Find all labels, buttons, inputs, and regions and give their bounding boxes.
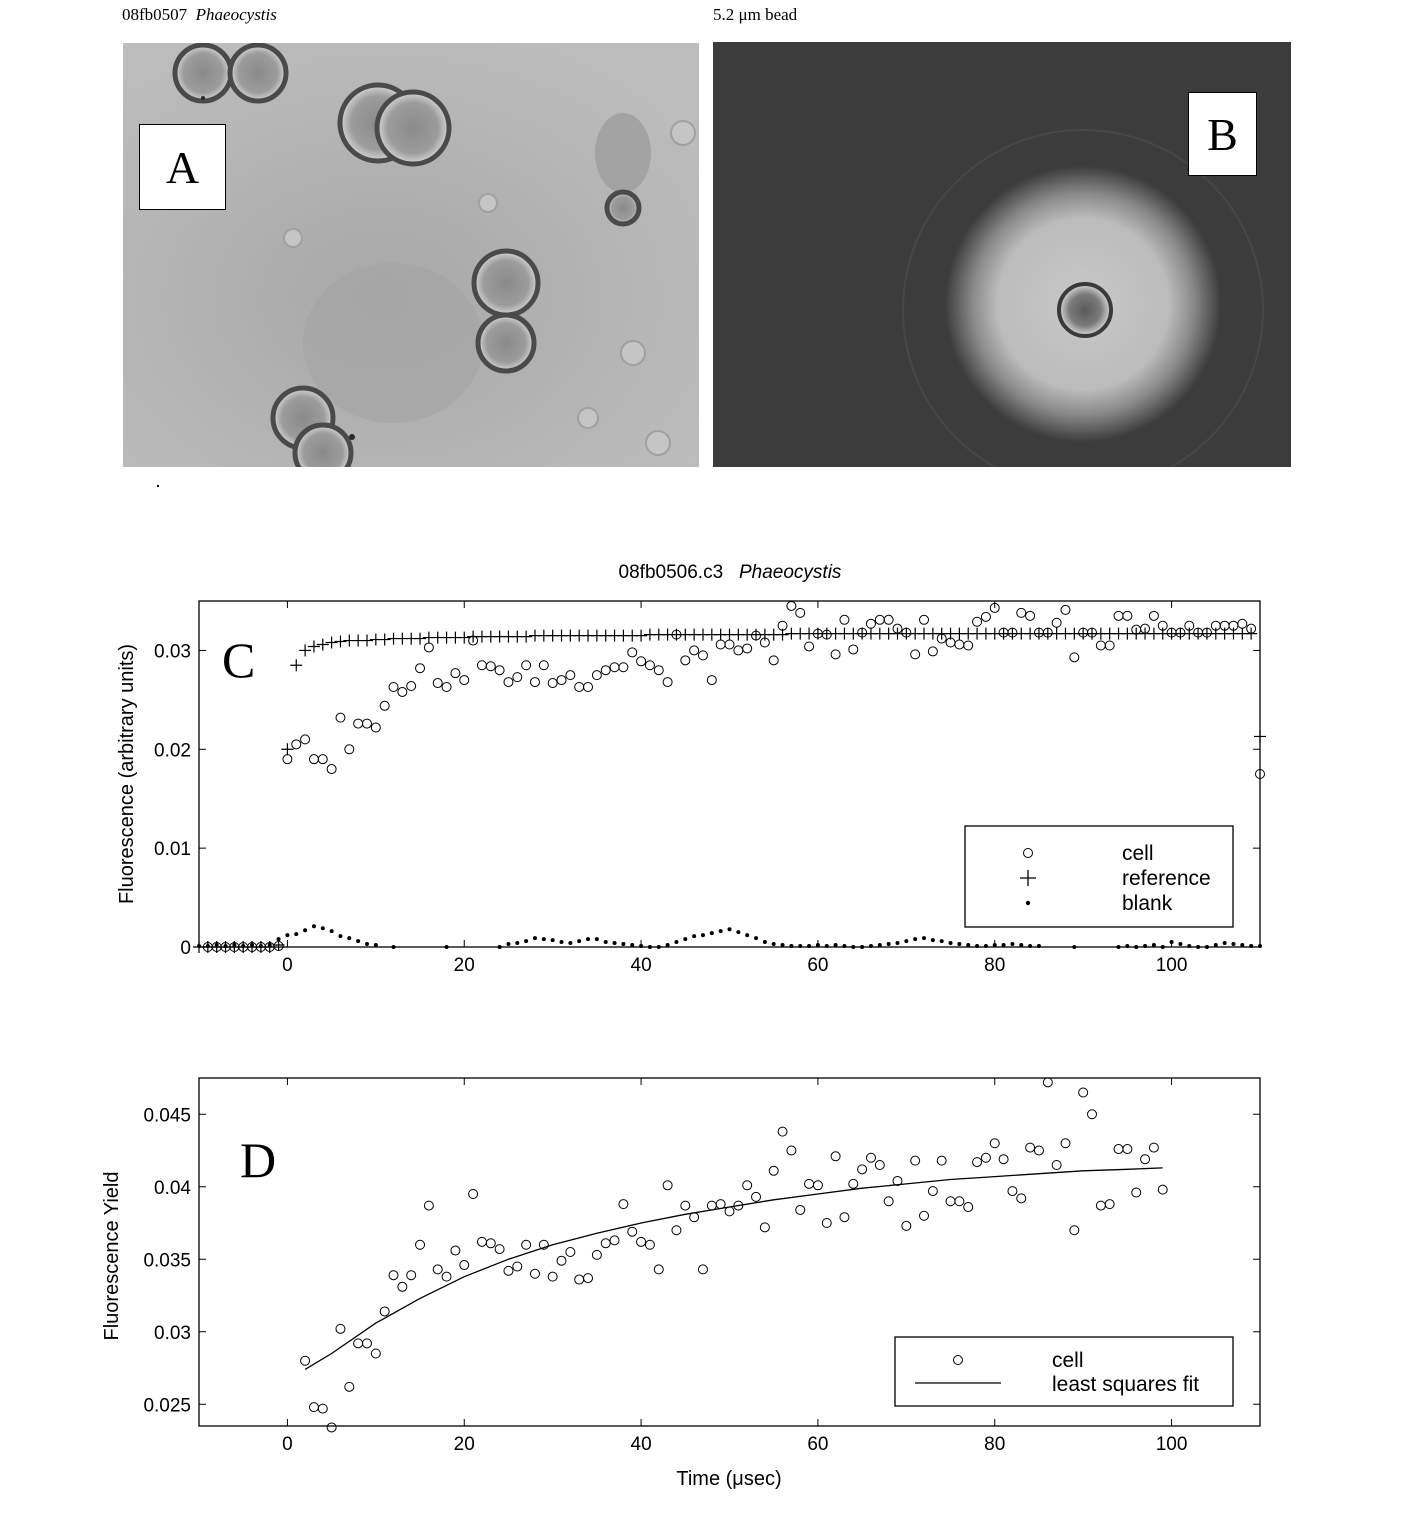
plot-d-cell-point bbox=[840, 1213, 849, 1222]
plot-c-blank-point bbox=[913, 937, 917, 941]
plot-d-cell-point bbox=[513, 1262, 522, 1271]
plot-c-blank-point bbox=[294, 932, 298, 936]
plot-c-cell-point bbox=[575, 683, 584, 692]
plot-d-cell-point bbox=[1034, 1146, 1043, 1155]
photo-a-caption-id: 08fb0507 bbox=[122, 5, 188, 24]
plot-c-cell-point bbox=[416, 664, 425, 673]
plot-c-blank-point bbox=[683, 937, 687, 941]
plot-c-blank-point bbox=[321, 926, 325, 930]
plot-d-cell-point bbox=[610, 1236, 619, 1245]
plot-c-blank-point bbox=[551, 938, 555, 942]
plot-d-cell-point bbox=[460, 1261, 469, 1270]
plot-c-cell-point bbox=[725, 640, 734, 649]
plot-c-xtick-label: 40 bbox=[630, 955, 652, 976]
plot-c-blank-point bbox=[745, 933, 749, 937]
plot-c-blank-point bbox=[949, 941, 953, 945]
plot-d-cell-point bbox=[725, 1207, 734, 1216]
plot-c-cell-point bbox=[920, 615, 929, 624]
plot-c-cell-point bbox=[336, 713, 345, 722]
plot-c-xtick-label: 20 bbox=[453, 955, 475, 976]
plot-d-cell-point bbox=[911, 1156, 920, 1165]
plot-c-legend-cell: cell bbox=[1122, 842, 1154, 865]
plot-c-cell-point bbox=[292, 740, 301, 749]
plot-c-xtick-label: 0 bbox=[282, 955, 293, 976]
plot-c-cell-point bbox=[362, 719, 371, 728]
plot-c-cell-point bbox=[1105, 641, 1114, 650]
plot-c-cell-point bbox=[354, 719, 363, 728]
plot-c-cell-point bbox=[875, 615, 884, 624]
plot-c-cell-point bbox=[495, 666, 504, 675]
plot-d-cell-point bbox=[743, 1181, 752, 1190]
plot-c-cell-point bbox=[530, 678, 539, 687]
plot-c-legend-reference: reference bbox=[1122, 867, 1211, 890]
photo-b-caption: 5.2 μm bead bbox=[713, 5, 798, 24]
plot-c-blank-point bbox=[595, 937, 599, 941]
plot-c-cell-point bbox=[964, 641, 973, 650]
plot-c-xtick-label: 80 bbox=[984, 955, 1006, 976]
plot-d-cell-point bbox=[946, 1197, 955, 1206]
plot-c-blank-point bbox=[356, 939, 360, 943]
plot-d-cell-point bbox=[566, 1248, 575, 1257]
plot-c-cell-point bbox=[283, 755, 292, 764]
plot-d-cell-point bbox=[1141, 1155, 1150, 1164]
plot-c-cell-point bbox=[707, 676, 716, 685]
plot-c-blank-point bbox=[692, 934, 696, 938]
plot-d-cell-point bbox=[628, 1227, 637, 1236]
plot-c-cell-point bbox=[309, 755, 318, 764]
plot-c-blank-point bbox=[1223, 941, 1227, 945]
plot-c-cell-point bbox=[566, 671, 575, 680]
plot-c-cell-point bbox=[539, 661, 548, 670]
plot-c-blank-point bbox=[347, 936, 351, 940]
plot-c-blank-point bbox=[506, 942, 510, 946]
plot-d-cell-point bbox=[354, 1339, 363, 1348]
plot-c-reference-point bbox=[414, 633, 426, 645]
plot-c-blank-point bbox=[621, 942, 625, 946]
plot-d-xtick-label: 80 bbox=[984, 1434, 1006, 1455]
plot-c-blank-point bbox=[931, 938, 935, 942]
plot-c-ytick-label: 0.02 bbox=[154, 740, 191, 762]
plot-c-cell-point bbox=[690, 646, 699, 655]
plot-d-cell-point bbox=[504, 1266, 513, 1275]
plot-d-cell-point bbox=[557, 1256, 566, 1265]
plot-c-cell-point bbox=[407, 682, 416, 691]
plot-c-cell-point bbox=[513, 673, 522, 682]
plot-d-xlabel: Time (μsec) bbox=[676, 1468, 782, 1490]
plot-c-cell-point bbox=[327, 765, 336, 774]
plot-c-cell-point bbox=[654, 666, 663, 675]
plot-c-cell-point bbox=[601, 666, 610, 675]
plot-c-cell-point bbox=[645, 661, 654, 670]
plot-c-cell-point bbox=[442, 683, 451, 692]
plot-d-cell-point bbox=[1026, 1143, 1035, 1152]
plot-d-cell-point bbox=[637, 1237, 646, 1246]
plot-d-cell-point bbox=[999, 1155, 1008, 1164]
plot-c-ytick-label: 0.01 bbox=[154, 839, 191, 861]
plot-d-cell-point bbox=[424, 1201, 433, 1210]
plot-c-cell-point bbox=[451, 669, 460, 678]
plot-d-cell-point bbox=[592, 1250, 601, 1259]
plot-c-cell-point bbox=[424, 643, 433, 652]
plot-c-cell-point bbox=[433, 679, 442, 688]
plot-c-cell-point bbox=[981, 612, 990, 621]
plot-d-cell-point bbox=[1088, 1110, 1097, 1119]
plot-c-reference-point bbox=[361, 635, 373, 647]
plot-d-cell-point bbox=[964, 1203, 973, 1212]
plot-d-cell-point bbox=[1017, 1194, 1026, 1203]
plot-c-blank-point bbox=[1010, 942, 1014, 946]
plot-c-xtick-label: 60 bbox=[807, 955, 829, 976]
plot-c-cell-point bbox=[1017, 608, 1026, 617]
plot-d-cell-point bbox=[301, 1356, 310, 1365]
plot-d-cell-point bbox=[619, 1200, 628, 1209]
plot-c-blank-point bbox=[365, 942, 369, 946]
plot-d-cell-point bbox=[769, 1166, 778, 1175]
plot-c-blank-point bbox=[940, 939, 944, 943]
plot-d-xtick-label: 20 bbox=[453, 1434, 475, 1455]
plot-c-blank-point bbox=[613, 941, 617, 945]
plot-c-cell-point bbox=[884, 615, 893, 624]
plot-d-cell-point bbox=[601, 1239, 610, 1248]
plot-d-xtick-label: 100 bbox=[1155, 1434, 1188, 1455]
plot-c-blank-point bbox=[1170, 940, 1174, 944]
plot-c-blank-point bbox=[542, 937, 546, 941]
plot-d-cell-point bbox=[389, 1271, 398, 1280]
plot-c-blank-point bbox=[338, 934, 342, 938]
plot-c-cell-point bbox=[1114, 611, 1123, 620]
plot-c-blank-point bbox=[303, 928, 307, 932]
plot-c-blank-point bbox=[710, 931, 714, 935]
plot-c-blank-point bbox=[763, 940, 767, 944]
plot-d-cell-point bbox=[575, 1275, 584, 1284]
plot-c-cell-point bbox=[548, 679, 557, 688]
plot-c-cell-point bbox=[681, 656, 690, 665]
plot-d-legend-fit: least squares fit bbox=[1052, 1373, 1200, 1396]
plot-c-blank-point bbox=[533, 936, 537, 940]
plot-c-cell-point bbox=[389, 683, 398, 692]
plot-d-cell-point bbox=[813, 1181, 822, 1190]
plot-d-cell-point bbox=[698, 1265, 707, 1274]
plot-c-cell-point bbox=[1238, 619, 1247, 628]
legend-blank-marker bbox=[1026, 901, 1030, 905]
photo-a-micrograph bbox=[123, 43, 699, 467]
plot-c-cell-point bbox=[345, 745, 354, 754]
plot-c-cell-point bbox=[592, 671, 601, 680]
plot-c-cell-point bbox=[371, 723, 380, 732]
plot-c-blank-point bbox=[568, 941, 572, 945]
plot-d-cell-point bbox=[548, 1272, 557, 1281]
plot-c-cell-point bbox=[866, 619, 875, 628]
plot-d-cell-point bbox=[1149, 1143, 1158, 1152]
plot-c-cell-point bbox=[398, 687, 407, 696]
plot-d-cell-point bbox=[442, 1272, 451, 1281]
plot-d-cell-point bbox=[1052, 1161, 1061, 1170]
panel-label-a: A bbox=[139, 124, 226, 210]
plot-d-cell-point bbox=[822, 1219, 831, 1228]
plot-c-blank-point bbox=[887, 942, 891, 946]
plot-c-legend bbox=[965, 826, 1233, 927]
plot-d-cell-point bbox=[1008, 1187, 1017, 1196]
plot-c-ylabel: Fluorescence (arbitrary units) bbox=[116, 643, 138, 905]
plot-c-cell-point bbox=[955, 640, 964, 649]
plot-d-cell-point bbox=[1070, 1226, 1079, 1235]
plot-c-cell-point bbox=[787, 601, 796, 610]
plot-c-blank-point bbox=[524, 939, 528, 943]
plot-d-ytick-label: 0.03 bbox=[154, 1322, 191, 1344]
plot-c-blank-point bbox=[904, 939, 908, 943]
plot-c-cell-point bbox=[743, 644, 752, 653]
plot-d-cell-point bbox=[645, 1240, 654, 1249]
plot-c bbox=[0, 540, 1414, 1080]
plot-d-cell-point bbox=[407, 1271, 416, 1280]
plot-c-blank-point bbox=[312, 924, 316, 928]
plot-d-cell-point bbox=[920, 1211, 929, 1220]
plot-c-xtick-label: 100 bbox=[1155, 955, 1188, 976]
plot-d-cell-point bbox=[849, 1179, 858, 1188]
plot-d-cell-point bbox=[672, 1226, 681, 1235]
plot-c-reference-point bbox=[777, 629, 789, 641]
plot-d-cell-point bbox=[398, 1282, 407, 1291]
plot-c-cell-point bbox=[831, 650, 840, 659]
plot-d-cell-point bbox=[990, 1139, 999, 1148]
plot-d-cell-point bbox=[752, 1192, 761, 1201]
plot-d-legend-cell: cell bbox=[1052, 1349, 1084, 1372]
plot-d-cell-point bbox=[433, 1265, 442, 1274]
plot-c-cell-point bbox=[716, 640, 725, 649]
plot-c-blank-point bbox=[586, 937, 590, 941]
plot-d-cell-point bbox=[451, 1246, 460, 1255]
plot-d-cell-point bbox=[1158, 1185, 1167, 1194]
plot-d-cell-point bbox=[1079, 1088, 1088, 1097]
plot-c-blank-point bbox=[277, 937, 281, 941]
plot-d-cell-point bbox=[309, 1403, 318, 1412]
plot-c-cell-point bbox=[1096, 641, 1105, 650]
plot-d-cell-point bbox=[327, 1423, 336, 1432]
plot-d-cell-point bbox=[522, 1240, 531, 1249]
plot-c-blank-point bbox=[560, 940, 564, 944]
plot-c-blank-point bbox=[772, 942, 776, 946]
plot-d-ytick-label: 0.04 bbox=[154, 1177, 191, 1199]
plot-d-cell-point bbox=[530, 1269, 539, 1278]
plot-c-cell-point bbox=[663, 678, 672, 687]
plot-c-blank-point bbox=[577, 939, 581, 943]
plot-c-cell-point bbox=[460, 676, 469, 685]
plot-c-cell-point bbox=[911, 650, 920, 659]
plot-d-cell-point bbox=[858, 1165, 867, 1174]
plot-d-cell-point bbox=[831, 1152, 840, 1161]
plot-d-cell-point bbox=[937, 1156, 946, 1165]
plot-c-blank-point bbox=[330, 929, 334, 933]
plot-c-reference-point bbox=[334, 636, 346, 648]
plot-c-cell-point bbox=[486, 662, 495, 671]
plot-d-cell-point bbox=[486, 1239, 495, 1248]
plot-c-blank-point bbox=[674, 940, 678, 944]
plot-c-cell-point bbox=[628, 648, 637, 657]
plot-c-cell-point bbox=[504, 678, 513, 687]
plot-d-cell-point bbox=[955, 1197, 964, 1206]
plot-d-panel-label: D bbox=[240, 1132, 277, 1188]
plot-d-cell-point bbox=[318, 1404, 327, 1413]
plot-c-cell-point bbox=[734, 646, 743, 655]
plot-d-cell-point bbox=[973, 1158, 982, 1167]
plot-d-ytick-label: 0.025 bbox=[143, 1395, 191, 1417]
plot-c-cell-point bbox=[584, 683, 593, 692]
plot-d-cell-point bbox=[1043, 1078, 1052, 1087]
plot-c-blank-point bbox=[285, 933, 289, 937]
plot-c-blank-point bbox=[895, 941, 899, 945]
plot-d-cell-point bbox=[495, 1245, 504, 1254]
plot-d-cell-point bbox=[380, 1307, 389, 1316]
plot-c-cell-point bbox=[928, 647, 937, 656]
plot-d-cell-point bbox=[1123, 1145, 1132, 1154]
plot-c-cell-point bbox=[1052, 618, 1061, 627]
plot-d-cell-point bbox=[362, 1339, 371, 1348]
plot-d-cell-point bbox=[681, 1201, 690, 1210]
plot-d-cell-point bbox=[787, 1146, 796, 1155]
plot-c-cell-point bbox=[849, 645, 858, 654]
plot-c-reference-point bbox=[290, 659, 302, 671]
plot-c-blank-point bbox=[736, 930, 740, 934]
photo-a-caption bbox=[122, 5, 277, 25]
plot-d-cell-point bbox=[796, 1205, 805, 1214]
plot-c-blank-point bbox=[754, 936, 758, 940]
plot-c-title-species: Phaeocystis bbox=[738, 562, 842, 583]
plot-d-cell-point bbox=[1061, 1139, 1070, 1148]
plot-c-title-id: 08fb0506.c3 bbox=[618, 562, 724, 583]
plot-c-cell-point bbox=[557, 676, 566, 685]
plot-c-blank-point bbox=[719, 929, 723, 933]
plot-c-blank-point bbox=[922, 936, 926, 940]
plot-d-xtick-label: 40 bbox=[630, 1434, 652, 1455]
plot-c-reference-point bbox=[326, 637, 338, 649]
plot-d-cell-point bbox=[928, 1187, 937, 1196]
plot-c-blank-point bbox=[1231, 942, 1235, 946]
plot-c-cell-point bbox=[1061, 605, 1070, 614]
plot-c-reference-point bbox=[317, 638, 329, 650]
micrograph-cells-illustration bbox=[123, 43, 699, 467]
plot-c-cell-point bbox=[1026, 611, 1035, 620]
plot-d-cell-point bbox=[875, 1161, 884, 1170]
plot-c-cell-point bbox=[637, 657, 646, 666]
plot-d-cell-point bbox=[760, 1223, 769, 1232]
plot-d-cell-point bbox=[1114, 1145, 1123, 1154]
plot-c-cell-point bbox=[610, 663, 619, 672]
plot-c-ytick-label: 0.03 bbox=[154, 641, 191, 663]
plot-c-cell-point bbox=[1123, 611, 1132, 620]
plot-c-blank-point bbox=[604, 940, 608, 944]
plot-d-cell-point bbox=[336, 1324, 345, 1333]
plot-c-cell-point bbox=[840, 615, 849, 624]
plot-d-cell-point bbox=[416, 1240, 425, 1249]
photo-a-caption-species: Phaeocystis bbox=[195, 5, 277, 24]
plot-d-cell-point bbox=[469, 1190, 478, 1199]
plot-c-cell-point bbox=[973, 617, 982, 626]
plot-c-cell-point bbox=[805, 642, 814, 651]
plot-d bbox=[0, 1060, 1414, 1530]
plot-c-reference-point bbox=[379, 634, 391, 646]
plot-d-cell-point bbox=[1096, 1201, 1105, 1210]
plot-d-xtick-label: 60 bbox=[807, 1434, 829, 1455]
plot-c-blank-point bbox=[701, 933, 705, 937]
plot-c-blank-point bbox=[957, 942, 961, 946]
plot-c-cell-point bbox=[769, 656, 778, 665]
plot-d-cell-point bbox=[805, 1179, 814, 1188]
plot-d-cell-point bbox=[981, 1153, 990, 1162]
plot-d-legend bbox=[895, 1337, 1233, 1406]
plot-d-cell-point bbox=[866, 1153, 875, 1162]
plot-c-reference-point bbox=[635, 630, 647, 642]
plot-d-ytick-label: 0.045 bbox=[143, 1105, 191, 1127]
plot-d-cell-point bbox=[663, 1181, 672, 1190]
plot-d-cell-point bbox=[690, 1213, 699, 1222]
plot-d-ytick-label: 0.035 bbox=[143, 1250, 191, 1272]
plot-c-cell-point bbox=[522, 661, 531, 670]
plot-c-cell-point bbox=[301, 735, 310, 744]
plot-c-ytick-label: 0 bbox=[180, 938, 191, 959]
plot-c-cell-point bbox=[1070, 653, 1079, 662]
plot-c-cell-point bbox=[619, 663, 628, 672]
plot-c-cell-point bbox=[698, 651, 707, 660]
plot-c-cell-point bbox=[477, 661, 486, 670]
plot-d-xtick-label: 0 bbox=[282, 1434, 293, 1455]
plot-d-cell-point bbox=[371, 1349, 380, 1358]
plot-c-panel-label: C bbox=[222, 632, 256, 688]
plot-c-blank-point bbox=[728, 927, 732, 931]
plot-d-cell-point bbox=[654, 1265, 663, 1274]
plot-c-cell-point bbox=[796, 608, 805, 617]
panel-label-b: B bbox=[1188, 92, 1257, 176]
plot-c-cell-point bbox=[380, 701, 389, 710]
plot-d-cell-point bbox=[1132, 1188, 1141, 1197]
stray-dot bbox=[157, 485, 159, 487]
plot-c-blank-point bbox=[515, 941, 519, 945]
plot-d-cell-point bbox=[902, 1221, 911, 1230]
plot-d-cell-point bbox=[1105, 1200, 1114, 1209]
plot-d-cell-point bbox=[884, 1197, 893, 1206]
plot-d-cell-point bbox=[584, 1274, 593, 1283]
plot-d-cell-point bbox=[345, 1382, 354, 1391]
plot-c-reference-point bbox=[520, 631, 532, 643]
plot-c-blank-point bbox=[1178, 942, 1182, 946]
plot-c-cell-point bbox=[318, 755, 327, 764]
plot-c-cell-point bbox=[1149, 611, 1158, 620]
plot-d-ylabel: Fluorescence Yield bbox=[101, 1171, 123, 1341]
plot-d-cell-point bbox=[477, 1237, 486, 1246]
plot-c-legend-blank: blank bbox=[1122, 892, 1173, 915]
plot-d-cell-point bbox=[778, 1127, 787, 1136]
